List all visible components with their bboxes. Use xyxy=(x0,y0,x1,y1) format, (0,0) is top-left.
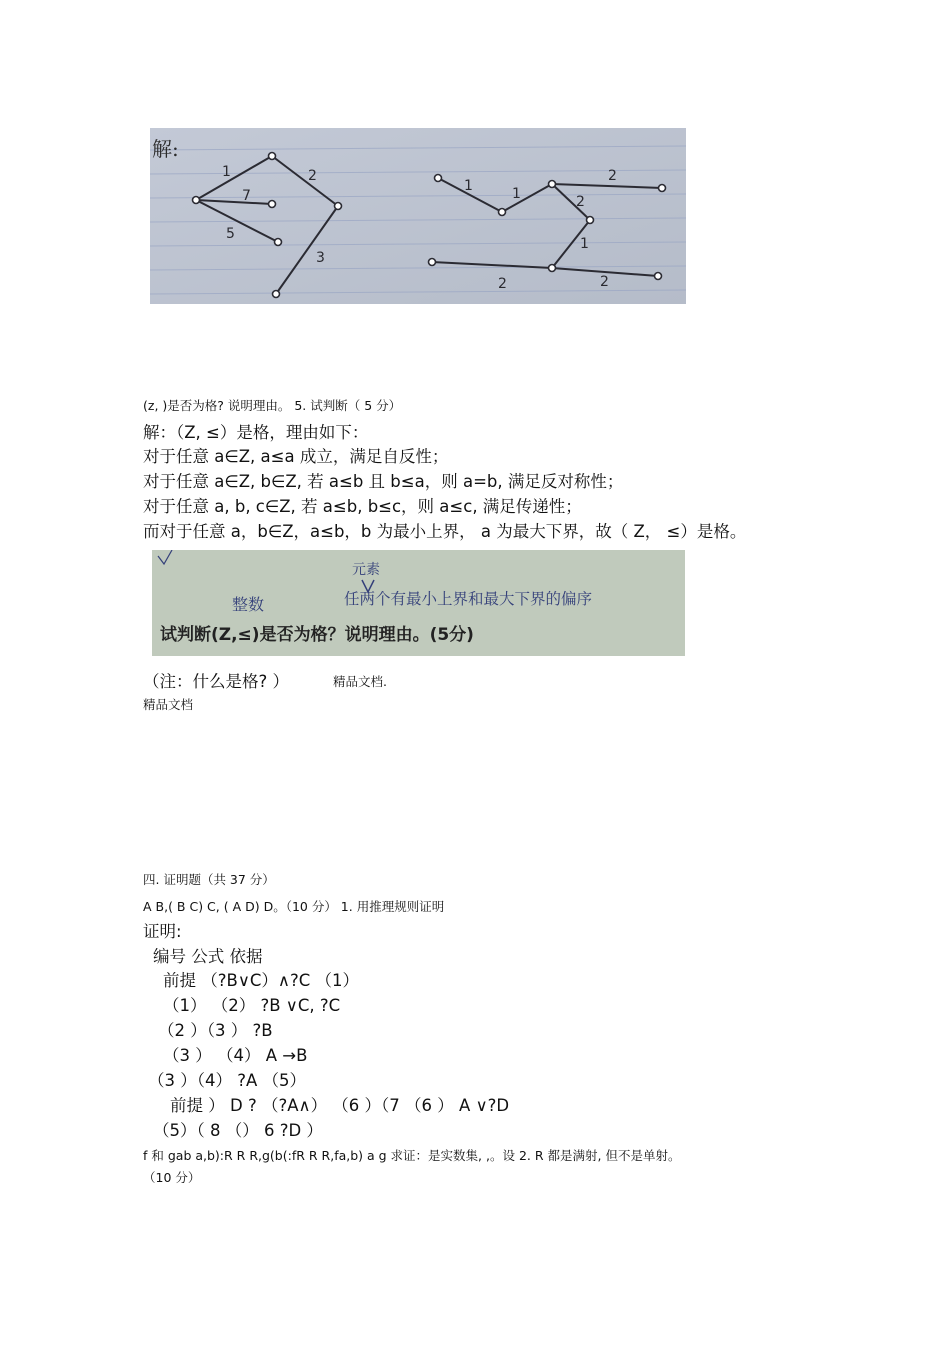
handwritten-graph-photo xyxy=(150,128,686,304)
watermark-text: 精品文档 xyxy=(143,697,194,712)
handwritten-right: 任两个有最小上界和最大下界的偏序 xyxy=(344,590,593,608)
conclusion-line: 而对于任意 a，b∈Z，a≤b，b 为最小上界， a 为最大下界，故（ Z， ≤）是格。 xyxy=(143,522,747,541)
section-4-header: 四. 证明题（共 37 分） xyxy=(143,872,275,887)
edge-label: 2 xyxy=(498,276,507,292)
edge-label: 3 xyxy=(316,250,325,266)
edge-label: 2 xyxy=(576,194,585,210)
edge-label: 1 xyxy=(512,186,521,202)
proof-row: （1） （2） ?B ∨C, ?C xyxy=(163,996,341,1015)
q2-points: （10 分） xyxy=(143,1170,201,1185)
transitive-line: 对于任意 a, b, c∈Z, 若 a≤b, b≤c，则 a≤c, 满足传递性； xyxy=(143,497,582,516)
handwritten-top: 元素 xyxy=(352,562,380,578)
edge-label: 2 xyxy=(600,274,609,290)
proof-row: 前提 ） D ? （?A∧） （6 ）（7 （6 ） A ∨?D xyxy=(170,1096,510,1115)
proof-table-header: 编号 公式 依据 xyxy=(153,947,263,966)
proof-row: （3 ） （4） A →B xyxy=(163,1046,308,1065)
edge-label: 2 xyxy=(308,168,317,184)
note-main: （注：什么是格? ） xyxy=(143,672,290,691)
proof-row: 前提 （?B∨C）∧?C （1） xyxy=(163,971,360,990)
question-photo xyxy=(152,550,685,656)
proof-row: （5）（ 8 （） 6 ?D ） xyxy=(153,1121,323,1140)
proof-row: （3 ）（4） ?A （5） xyxy=(148,1071,307,1090)
q2-statement: f 和 gab a,b):R R R,g(b(:fR R R,fa,b) a g 求证：是实数集, ,。设 2. R 都是满射, 但不是单射。 xyxy=(143,1148,681,1163)
handwritten-left: 整数 xyxy=(232,595,265,614)
q1-statement: A B,( B C) C, ( A D) D。（10 分） 1. 用推理规则证明 xyxy=(143,899,445,914)
q5-header: (z, )是否为格? 说明理由。 5. 试判断（ 5 分） xyxy=(143,398,402,413)
edge-label: 1 xyxy=(580,236,589,252)
printed-question: 试判断(Z,≤)是否为格？说明理由。(5分) xyxy=(160,625,474,645)
antisymmetric-line: 对于任意 a∈Z, b∈Z, 若 a≤b 且 b≤a，则 a=b, 满足反对称性； xyxy=(143,472,624,491)
edge-label: 1 xyxy=(222,164,231,180)
reflexive-line: 对于任意 a∈Z, a≤a 成立，满足自反性； xyxy=(143,447,449,466)
edge-label: 5 xyxy=(226,226,235,242)
solution-intro: 解：（Z, ≤）是格，理由如下： xyxy=(143,423,369,442)
proof-label: 证明: xyxy=(143,922,182,941)
edge-label: 1 xyxy=(464,178,473,194)
photo1-label: 解: xyxy=(152,137,179,161)
proof-row: （2 ）（3 ） ?B xyxy=(158,1021,273,1040)
edge-label: 7 xyxy=(242,188,251,204)
edge-label: 2 xyxy=(608,168,617,184)
note-small: 精品文档. xyxy=(333,674,387,689)
